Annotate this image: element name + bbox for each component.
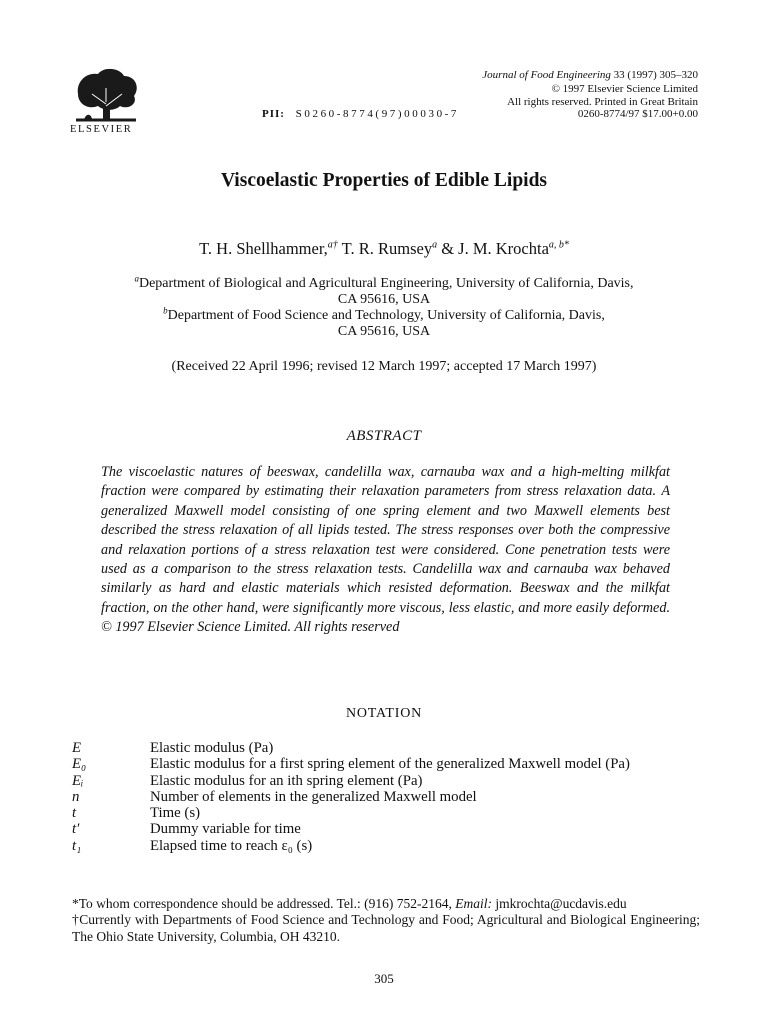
author-name: T. R. Rumsey <box>337 239 433 258</box>
author-name: T. H. Shellhammer, <box>199 239 328 258</box>
journal-citation <box>482 69 698 83</box>
journal-volume-pages: 33 (1997) 305–320 <box>610 69 698 81</box>
notation-list <box>72 740 700 854</box>
notation-item <box>72 773 700 789</box>
current-address-footnote: †Currently with Departments of Food Science and Technology and Food; Agricultural and Biological Engineering; The Ohio State University, Columbia, OH 43210. <box>72 912 700 944</box>
notation-item <box>72 821 700 837</box>
pii-line <box>262 108 459 120</box>
notation-item <box>72 789 700 805</box>
notation-item <box>72 838 700 854</box>
paper-title: Viscoelastic Properties of Edible Lipids <box>220 170 548 191</box>
affiliation-text: Department of Biological and Agricultural Engineering, University of California, Davis, <box>138 276 634 291</box>
notation-definition: Elapsed time to reach ε₀ (s) <box>150 837 313 854</box>
affiliation-mark: b <box>163 305 168 316</box>
notation-symbol: E₀ <box>72 756 87 773</box>
affiliation-line: CA 95616, USA <box>337 324 431 339</box>
notation-definition: Elastic modulus for an ith spring element (Pa) <box>150 772 423 789</box>
correspondence-text: *To whom correspondence should be addressed. Tel.: (916) 752-2164, <box>72 896 456 911</box>
author-marks: a† <box>327 239 338 251</box>
pii-label: PII: <box>262 108 285 120</box>
email-address: jmkrochta@ucdavis.edu <box>492 896 627 911</box>
abstract-text: The viscoelastic natures of beeswax, candelilla wax, carnauba wax and a high-melting milkfat fraction were compared by estimating their relaxation parameters from stress relaxation data. A generalized Maxwell model consisting of one spring element and two Maxwell elements best described the stress relaxation of all lipids tested. The stress responses over both the compressive and relaxation portions of a stress relaxation test were considered. Cone penetration tests were used as a comparison to the stress relaxation tests. Candelilla wax and carnauba wax behaved similarly as hard and elastic materials which resisted deformation. Beeswax and the milkfat fraction, on the other hand, were significantly more viscous, less elastic, and more easily deformed. © 1997 Elsevier Science Limited. All rights reserved <box>101 464 670 636</box>
author-name: & J. M. Krochta <box>437 239 549 258</box>
notation-symbol: t₁ <box>72 837 82 854</box>
publisher-name: ELSEVIER <box>70 124 133 135</box>
author-marks: a, b* <box>548 239 569 251</box>
author-marks: a <box>432 239 438 251</box>
affiliation-mark: a <box>134 273 139 284</box>
affiliation-line <box>60 305 708 324</box>
pii-value: S0260-8774(97)00030-7 <box>295 108 460 120</box>
journal-copyright: © 1997 Elsevier Science Limited <box>551 82 698 95</box>
received-dates: (Received 22 April 1996; revised 12 March 1997; accepted 17 March 1997) <box>171 359 597 374</box>
journal-header <box>482 69 698 110</box>
notation-symbol: E <box>72 740 82 756</box>
abstract-heading: ABSTRACT <box>346 428 422 444</box>
notation-definition: Dummy variable for time <box>150 821 301 838</box>
notation-definition: Elastic modulus (Pa) <box>150 740 274 756</box>
notation-symbol: Eᵢ <box>72 772 84 789</box>
correspondence-footnote <box>72 896 700 912</box>
page-number: 305 <box>374 971 394 986</box>
notation-definition: Time (s) <box>150 805 201 822</box>
notation-item <box>72 756 700 772</box>
notation-symbol: t′ <box>72 821 80 838</box>
journal-rights: All rights reserved. Printed in Great Britain <box>507 96 698 108</box>
notation-item <box>72 740 700 756</box>
footnotes <box>72 896 700 945</box>
journal-name: Journal of Food Engineering <box>482 69 611 81</box>
affiliation-line <box>60 273 708 292</box>
notation-symbol: n <box>72 788 80 805</box>
affiliation-text: Department of Food Science and Technology, University of California, Davis, <box>167 308 605 323</box>
notation-item <box>72 805 700 821</box>
affiliations <box>60 273 708 340</box>
author-list <box>0 239 768 259</box>
notation-definition: Elastic modulus for a first spring element of the generalized Maxwell model (Pa) <box>150 756 630 773</box>
notation-definition: Number of elements in the generalized Maxwell model <box>150 788 477 805</box>
notation-symbol: t <box>72 805 77 822</box>
affiliation-line: CA 95616, USA <box>337 292 431 307</box>
notation-heading: NOTATION <box>345 706 423 721</box>
issn-price: 0260-8774/97 $17.00+0.00 <box>577 108 698 120</box>
email-label: Email: <box>455 896 493 911</box>
